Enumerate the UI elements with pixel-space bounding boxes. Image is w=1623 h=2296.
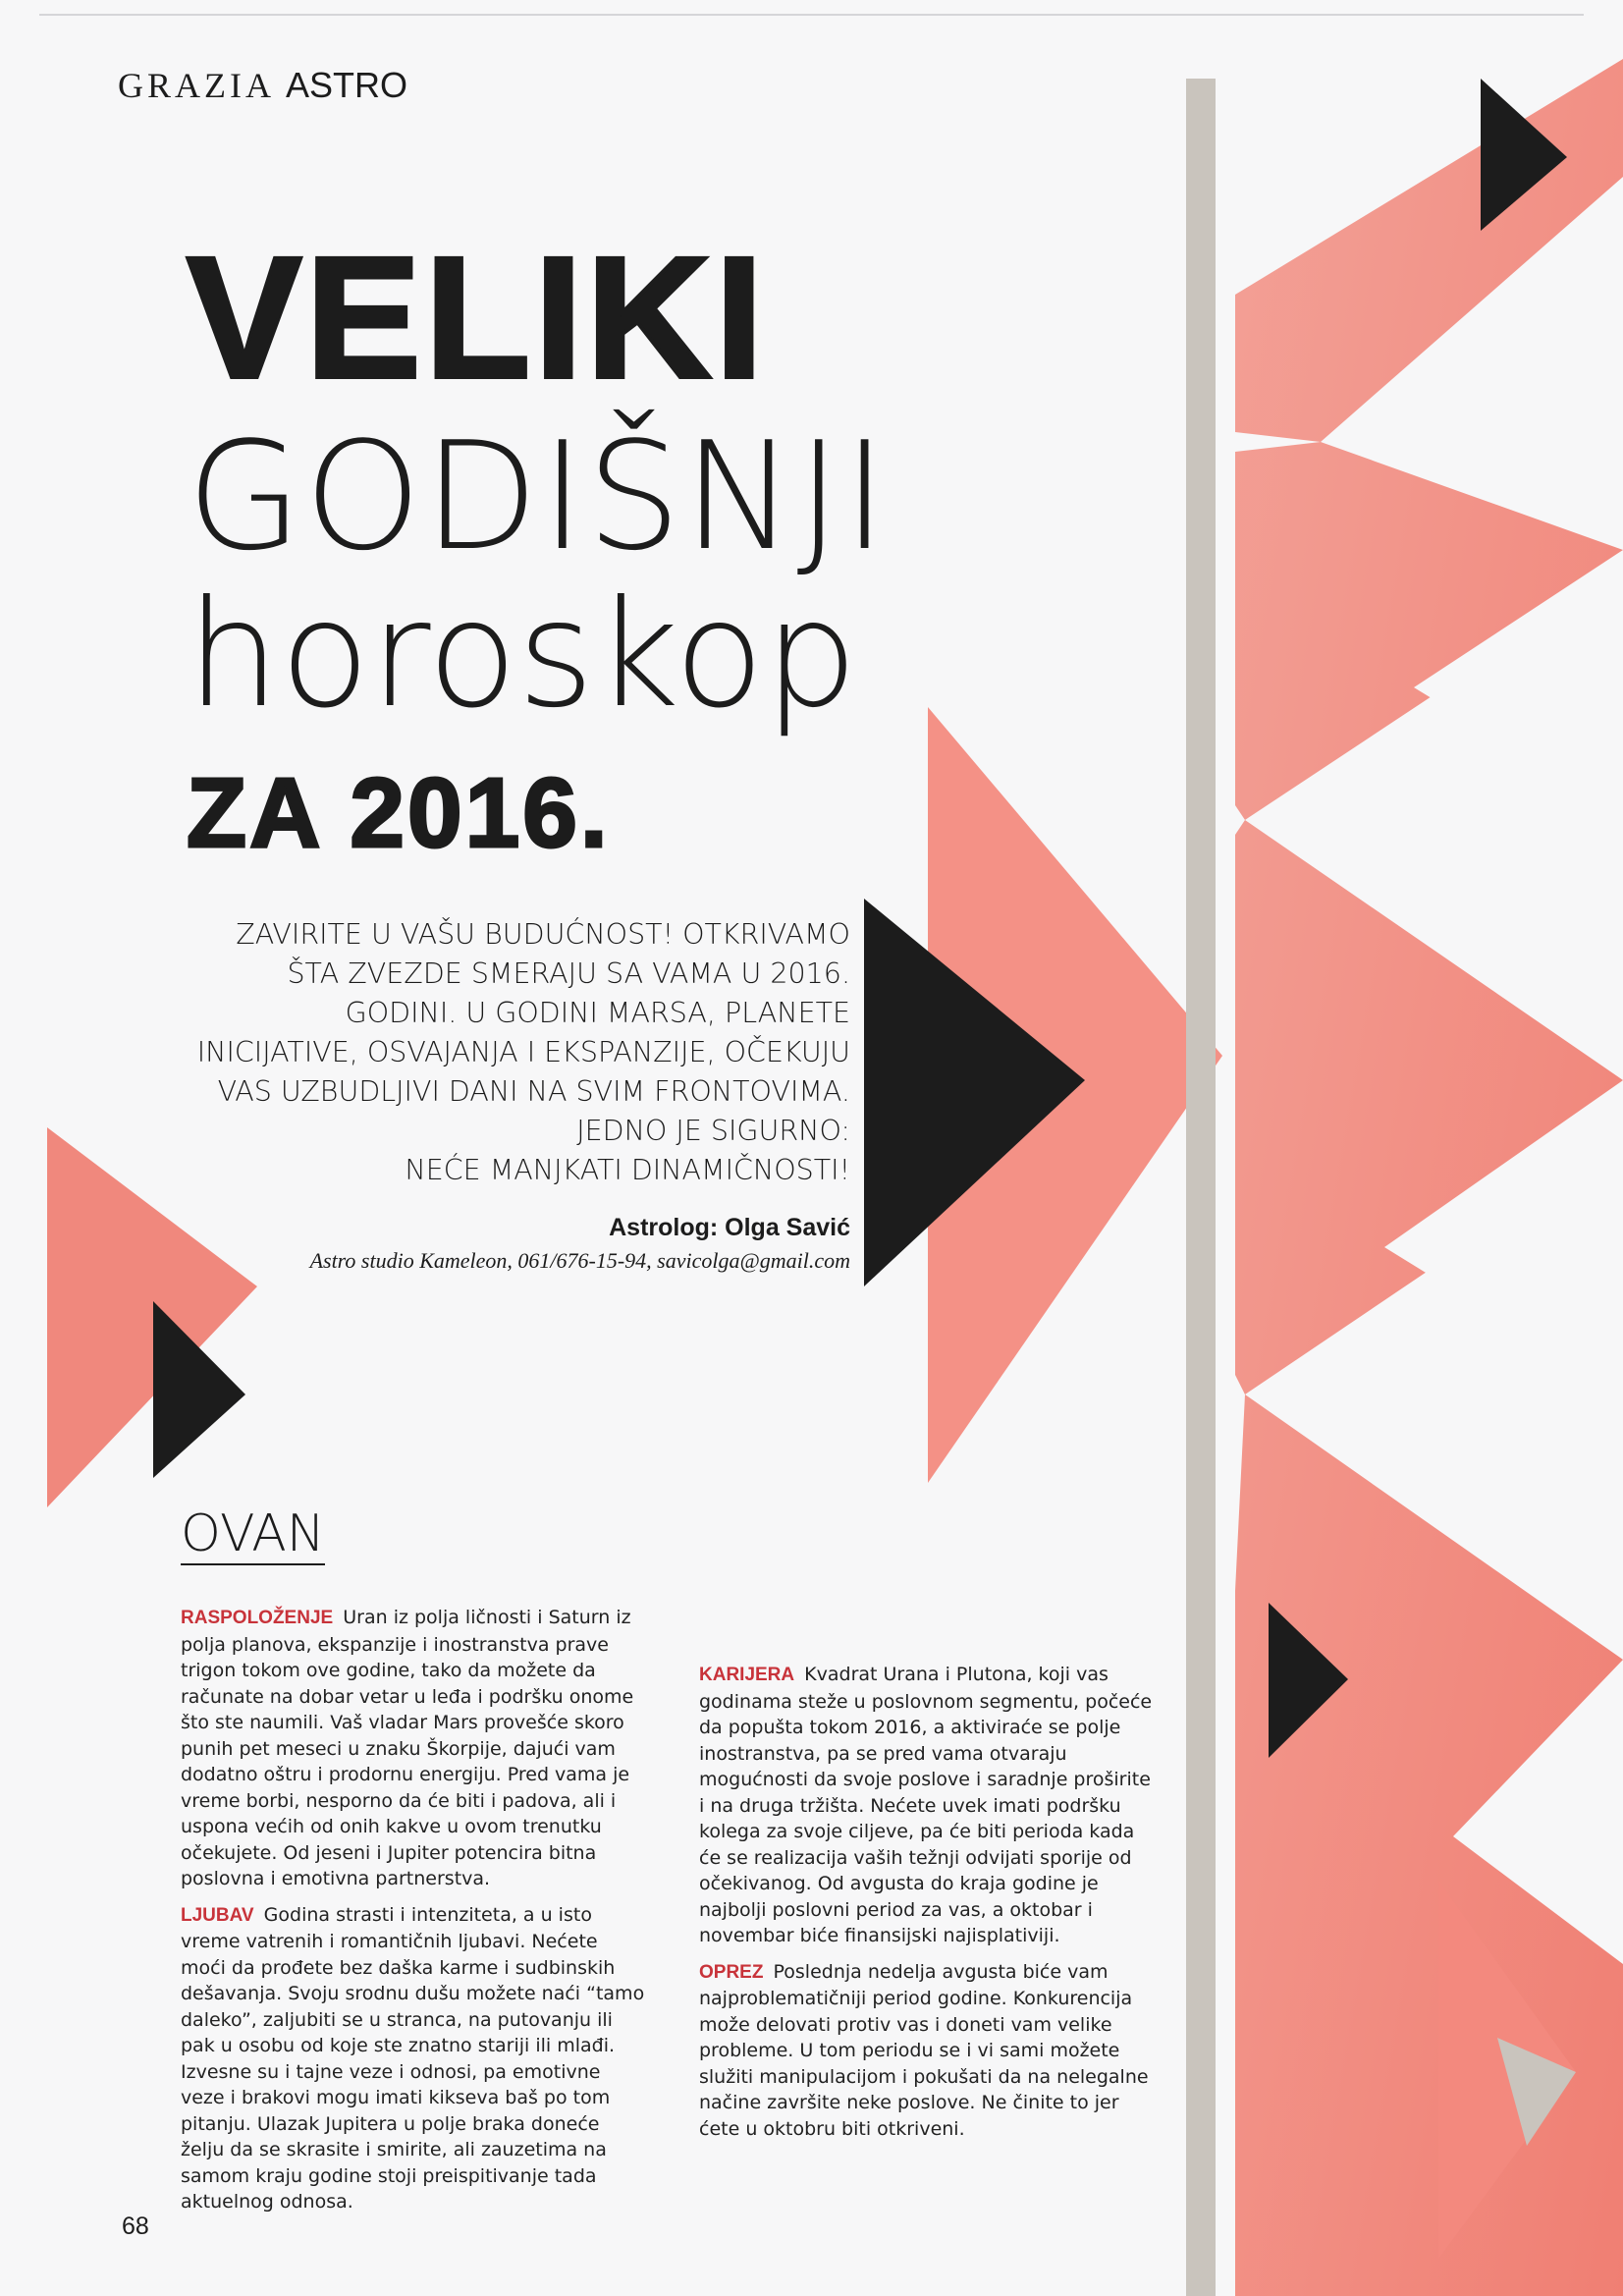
sign-heading: OVAN <box>181 1504 325 1563</box>
lead-paragraph <box>147 915 850 1190</box>
section-text: Kvadrat Urana i Plutona, koji vas godinama steže u poslovnom segmentu, počeće da popušta tokom 2016, a aktiviraće se polje inostranstva, pa se pred vama otvaraju mogućnosti da svoje poslove i saradnje proširite i na druga tržišta. Nećete uvek imati podršku kolega za svoje ciljeve, pa će biti perioda kada će se realizacija vaših težnji odvijati sporije od očekivanog. Od avgusta do kraja godine je najbolji poslovni period za vas, a oktobar i novembar biće finansijski najisplativiji. <box>699 1664 1153 1946</box>
lead-line: GODINI. U GODINI MARSA, PLANETE <box>345 997 850 1029</box>
lead-line: ŠTA ZVEZDE SMERAJU SA VAMA U 2016. <box>287 957 850 990</box>
column-left <box>181 1605 646 2225</box>
title-line-2: GODIŠNJI <box>187 410 890 583</box>
gray-vertical-bar <box>1186 79 1216 2296</box>
magazine-header <box>118 65 407 106</box>
lead-line: JEDNO JE SIGURNO: <box>576 1115 850 1147</box>
page-number: 68 <box>122 2213 149 2240</box>
lead-line: NEĆE MANJKATI DINAMIČNOSTI! <box>405 1154 850 1186</box>
section-caution <box>699 1959 1161 2143</box>
title-line-1: VELIKI <box>187 222 768 414</box>
lead-line: VAS UZBUDLJIVI DANI NA SVIM FRONTOVIMA. <box>217 1075 850 1108</box>
section-text: Poslednja nedelja avgusta biće vam najproblematičniji period godine. Konkurencija može delovati protiv vas i doneti vam velike probleme. U tom periodu se i vi sami možete služiti manipulacijom i pokušati da na nelegalne načine završite neke poslove. Ne činite to jer ćete u oktobru biti otkriveni. <box>699 1960 1149 2140</box>
top-rule <box>39 14 1584 16</box>
section-love <box>181 1902 646 2215</box>
section-label: RASPOLOŽENJE <box>181 1608 334 1628</box>
section-career <box>699 1662 1161 1949</box>
section-label: OPREZ <box>699 1961 764 1983</box>
section-label: LJUBAV <box>181 1904 254 1926</box>
title-line-4: ZA 2016. <box>187 758 611 868</box>
lead-line: INICIJATIVE, OSVAJANJA I EKSPANZIJE, OČEKUJU <box>196 1036 850 1068</box>
section-mood <box>181 1605 646 1892</box>
lead-line: ZAVIRITE U VAŠU BUDUĆNOST! OTKRIVAMO <box>236 918 850 951</box>
section-text: Uran iz polja ličnosti i Saturn iz polja planova, ekspanzije i inostranstva prave trigon tokom ove godine, tako da možete da računate na dobar vetar u leđa i podršku onome što ste naumili. Vaš vladar Mars provešće skoro punih pet meseci u znaku Škorpije, dajući vam dodatno oštru i prodornu energiju. Pred vama je vreme borbi, nesporno da će biti i padova, ali i uspona većih od onih kakve u ovom trenutku očekujete. Od jeseni i Jupiter potencira bitna poslovna i emotivna partnerstva. <box>181 1607 634 1889</box>
title-line-3: horoskop <box>187 570 858 740</box>
section-name: ASTRO <box>286 65 408 105</box>
column-right <box>699 1662 1161 2152</box>
section-text: Godina strasti i intenziteta, a u isto vreme vatrenih i romantičnih ljubavi. Nećete moći da prođete bez daška karme i sudbinskih dešavanja. Svoju srodnu dušu možete naći “tamo daleko”, zaljubiti se u stranca, na putovanju ili pak u osobu od koje ste znatno stariji ili mlađi. Izvesne su i tajne veze i odnosi, pa emotivne veze i brakovi mogu imati kikseva baš po tom pitanju. Ulazak Jupitera u polje braka doneće želju da se skrasite i smirite, ali zauzetima na samom kraju godine stoji preispitivanje tada aktuelnog odnosa. <box>181 1903 645 2213</box>
section-label: KARIJERA <box>699 1665 795 1685</box>
astrologer-name: Astrolog: Olga Savić <box>609 1214 850 1241</box>
studio-contact: Astro studio Kameleon, 061/676-15-94, savicolga@gmail.com <box>309 1248 850 1273</box>
brand-name: GRAZIA <box>118 66 275 105</box>
byline <box>255 1214 850 1274</box>
